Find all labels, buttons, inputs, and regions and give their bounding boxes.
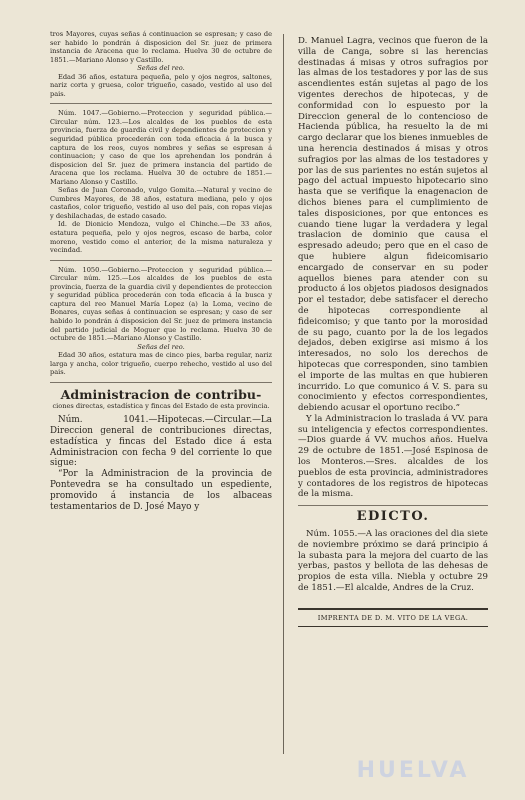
section-subheading: ciones directas, estadística y fincas del Estado de esta provincia.	[52, 401, 270, 410]
notice-1041-transmittal: Y la Administracion lo traslada á VV. para su inteligencia y efectos correspondientes.—Dios guarde á VV. muchos años. Huelva 29 de octubre de 1851.—José Espinosa de los Monteros.—Sres. alcaldes de los pueblos de esta provincia, administradores y contadores de los registros de hipotecas de la misma.	[298, 413, 488, 500]
column-divider	[283, 34, 284, 754]
left-column	[50, 30, 272, 512]
notice-1055: Núm. 1055.—A las oraciones del dia siete de noviembre próximo se dará principio á la subasta para la mejora del cuarto de las yerbas, pastos y bellota de las dehesas de propios de esta villa. Niebla y octubre 29 de 1851.—El alcalde, Andres de la Cruz.	[298, 529, 488, 594]
right-column	[298, 36, 488, 627]
notice-1047-senas-coronado: Señas de Juan Coronado, vulgo Gomita.—Natural y vecino de Cumbres Mayores, de 38 años, estatura mediana, pelo y ojos castaños, color trigueño, vestido al uso del pais, con ropas viejas y deshilachadas, de estado casado.	[50, 186, 272, 220]
notice-1050: Núm. 1050.—Gobierno.—Proteccion y seguridad pública.—Circular núm. 125.—Los alcaldes de los pueblos de esta provincia, fuerza de la guardia civil y dependientes de proteccion y seguridad pública procederán con toda eficacia á la busca y captura del reo Manuel María Lopez (a) la Loma, vecino de Bonares, cuyas señas á continuacion se espresan; y caso de ser habido lo pondrán á disposicion del Sr. juez de primera instancia del partido judicial de Moguer que lo reclama. Huelva 30 de octubre de 1851.—Mariano Alonso y Castillo.	[50, 265, 272, 343]
reo-notice-continuation: tros Mayores, cuyas señas á continuacion se espresan; y caso de ser habido lo pondrán á disposicion del Sr. juez de primera instancia de Aracena que lo reclama. Huelva 30 de octubre de 1851.—Mariano Alonso y Castillo.	[50, 30, 272, 64]
senas-title: Señas del reo.	[137, 64, 185, 73]
edicto-heading: EDICTO.	[356, 509, 430, 525]
notice-1041-quote: “Por la Administracion de la provincia de Pontevedra se ha consultado un espediente, promovido á instancia de los albaceas testamentarios de D. José Mayo y	[50, 469, 272, 512]
separator-rule	[298, 505, 488, 506]
notice-1047: Núm. 1047.—Gobierno.—Proteccion y seguridad pública.—Circular núm. 123.—Los alcaldes de los pueblos de esta provincia, fuerza de guardia civil y dependientes de proteccion y seguridad pública procederán con toda eficacia á la busca y captura de los reos, cuyos nombres y señas se espresan á continuacion; y caso de que los aprehendan los pondrán á disposicion del Sr. juez de primera instancia del partido de Aracena que los reclama. Huelva 30 de octubre de 1851.—Mariano Alonso y Castillo.	[50, 109, 272, 186]
senas-title: Señas del reo.	[137, 342, 185, 351]
imprint-line: IMPRENTA DE D. M. VITO DE LA VEGA.	[298, 608, 488, 627]
separator-rule	[50, 382, 272, 383]
section-heading: Administracion de contribu-	[60, 386, 262, 402]
senas-body: Edad 36 años, estatura pequeña, pelo y ojos negros, saltones, nariz corta y gruesa, color trigueño, casado, vestido al uso del pais.	[50, 72, 272, 98]
notice-1041: Núm. 1041.—Hipotecas.—Circular.—La Direccion general de contribuciones directas, estadística y fincas del Estado dice á esta Administracion con fecha 9 del corriente lo que sigue:	[50, 415, 272, 469]
notice-1047-senas-mendoza: Id. de Dionicio Mendoza, vulgo el Chinche.—De 33 años, estatura pequeña, pelo y ojos negros, escaso de barba, color moreno, vestido como el anterior, de la misma naturaleza y vecindad.	[50, 220, 272, 255]
separator-rule	[50, 103, 272, 104]
notice-1041-continuation: D. Manuel Lagra, vecinos que fueron de la villa de Canga, sobre si las herencias destinadas á misas y otros sufragios por las almas de los testadores y por las de sus ascendientes están sujetas al pago de los vigentes derechos de hipotecas, y de conformidad con lo espuesto por la Direccion general de lo contencioso de Hacienda pública, ha resuelto la de mi cargo declarar que los bienes inmuebles de una herencia destinados á misas y otros sufragios por las almas de los testadores y por las de sus parientes no están sujetos al pago del actual impuesto hipotecario sino hasta que se verifique la enagenacion de dichos bienes para el cumplimiento de tales disposiciones, por que entonces es cuando tiene lugar la verdadera y legal traslacion de dominio que causa el espresado adeudo; pero que en el caso de que hubiere algun fideicomisario encargado de conservar en su poder aquellos bienes para atender con su producto á los objetos piadosos designados por el testador, debe satisfacer el derecho de hipotecas correspondiente al fideicomiso; y que tanto por la morosidad de su pago, cuanto por la de los legados dejados, deben exigirse asi mismo á los interesados, no solo los derechos de hipotecas que corresponden, sino tambien el importe de las multas en que hubieren incurrido. Lo que comunico á V. S. para su conocimiento y efectos correspondientes, debiendo acusar el oportuno recibo.”	[298, 36, 488, 414]
senas-body: Edad 30 años, estatura mas de cinco pies, barba regular, nariz larga y ancha, color trigueño, cuerpo rehecho, vestido al uso del pais.	[50, 351, 272, 377]
separator-rule	[50, 260, 272, 261]
archive-watermark: HUELVA	[356, 758, 470, 783]
